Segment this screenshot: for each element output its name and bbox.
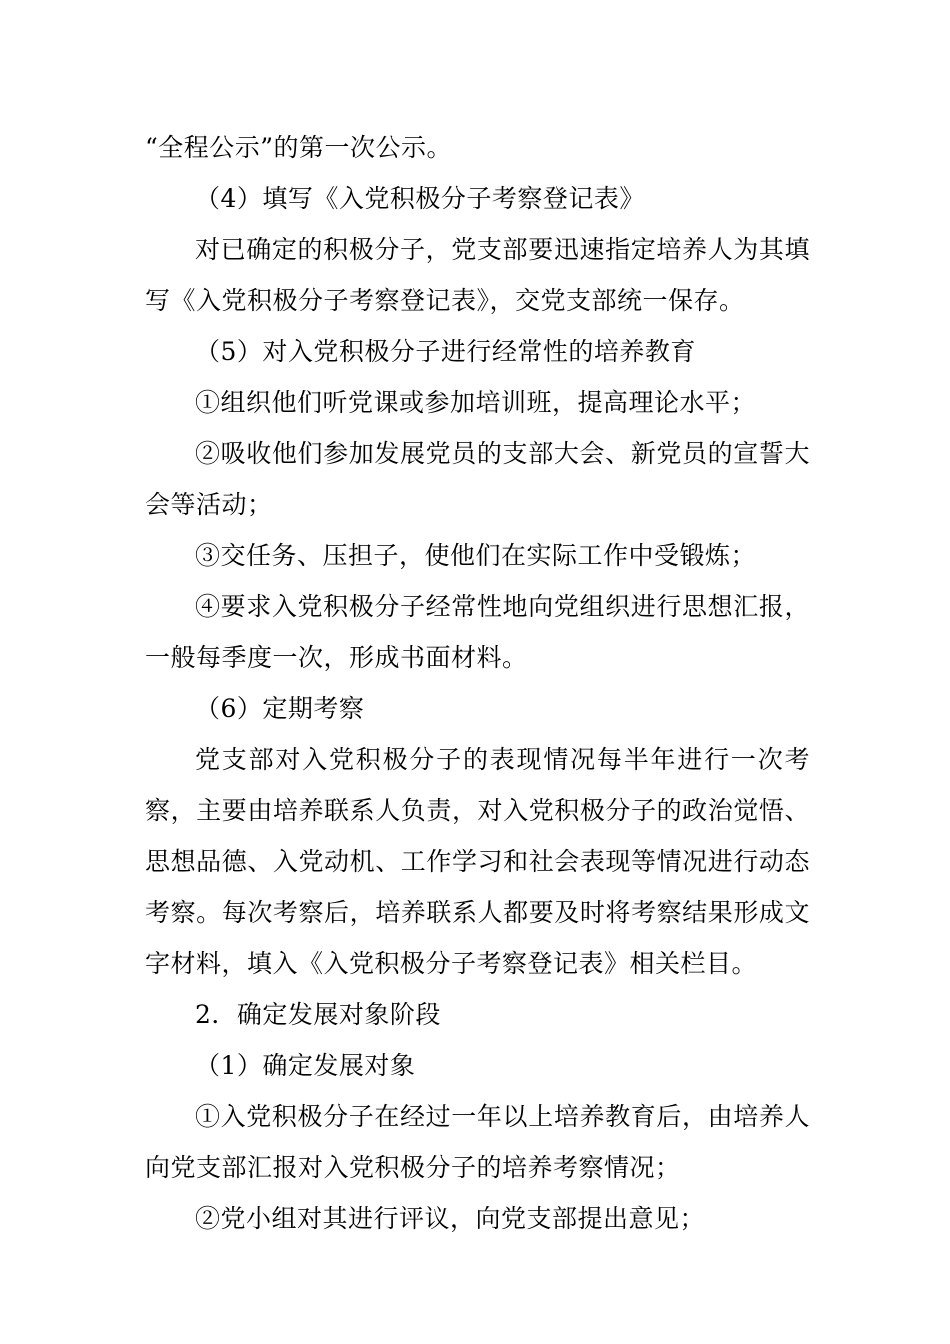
paragraph-periodic-review: 党支部对入党积极分子的表现情况每半年进行一次考察，主要由培养联系人负责，对入党积极分子的政治觉悟、思想品德、入党动机、工作学习和社会表现等情况进行动态考察。每次考察后，培养联系人都要及时将考察结果形成文字材料，填入《入党积极分子考察登记表》相关栏目。 xyxy=(145,745,810,978)
heading-fill-registration-form: （4）填写《入党积极分子考察登记表》 xyxy=(195,184,645,213)
heading-development-stage: 2．确定发展对象阶段 xyxy=(195,1000,441,1029)
list-item-assign-tasks: ③交任务、压担子，使他们在实际工作中受锻炼； xyxy=(195,541,757,570)
heading-periodic-review: （6）定期考察 xyxy=(195,694,365,723)
list-item-group-evaluation: ②党小组对其进行评议，向党支部提出意见； xyxy=(195,1204,706,1233)
list-item-branch-meetings: ②吸收他们参加发展党员的支部大会、新党员的宣誓大会等活动； xyxy=(145,439,810,519)
list-item-party-lectures: ①组织他们听党课或参加培训班，提高理论水平； xyxy=(195,388,757,417)
document-body xyxy=(145,122,810,1244)
paragraph-registration-form: 对已确定的积极分子，党支部要迅速指定培养人为其填写《入党积极分子考察登记表》，交党支部统一保存。 xyxy=(145,235,810,315)
heading-determine-candidates: （1）确定发展对象 xyxy=(195,1051,416,1080)
heading-regular-training: （5）对入党积极分子进行经常性的培养教育 xyxy=(195,337,696,366)
list-item-thought-reports: ④要求入党积极分子经常性地向党组织进行思想汇报，一般每季度一次，形成书面材料。 xyxy=(145,592,810,672)
list-item-training-report: ①入党积极分子在经过一年以上培养教育后，由培养人向党支部汇报对入党积极分子的培养考察情况； xyxy=(145,1102,810,1182)
paragraph-publicity-continuation: “全程公示”的第一次公示。 xyxy=(145,133,453,162)
